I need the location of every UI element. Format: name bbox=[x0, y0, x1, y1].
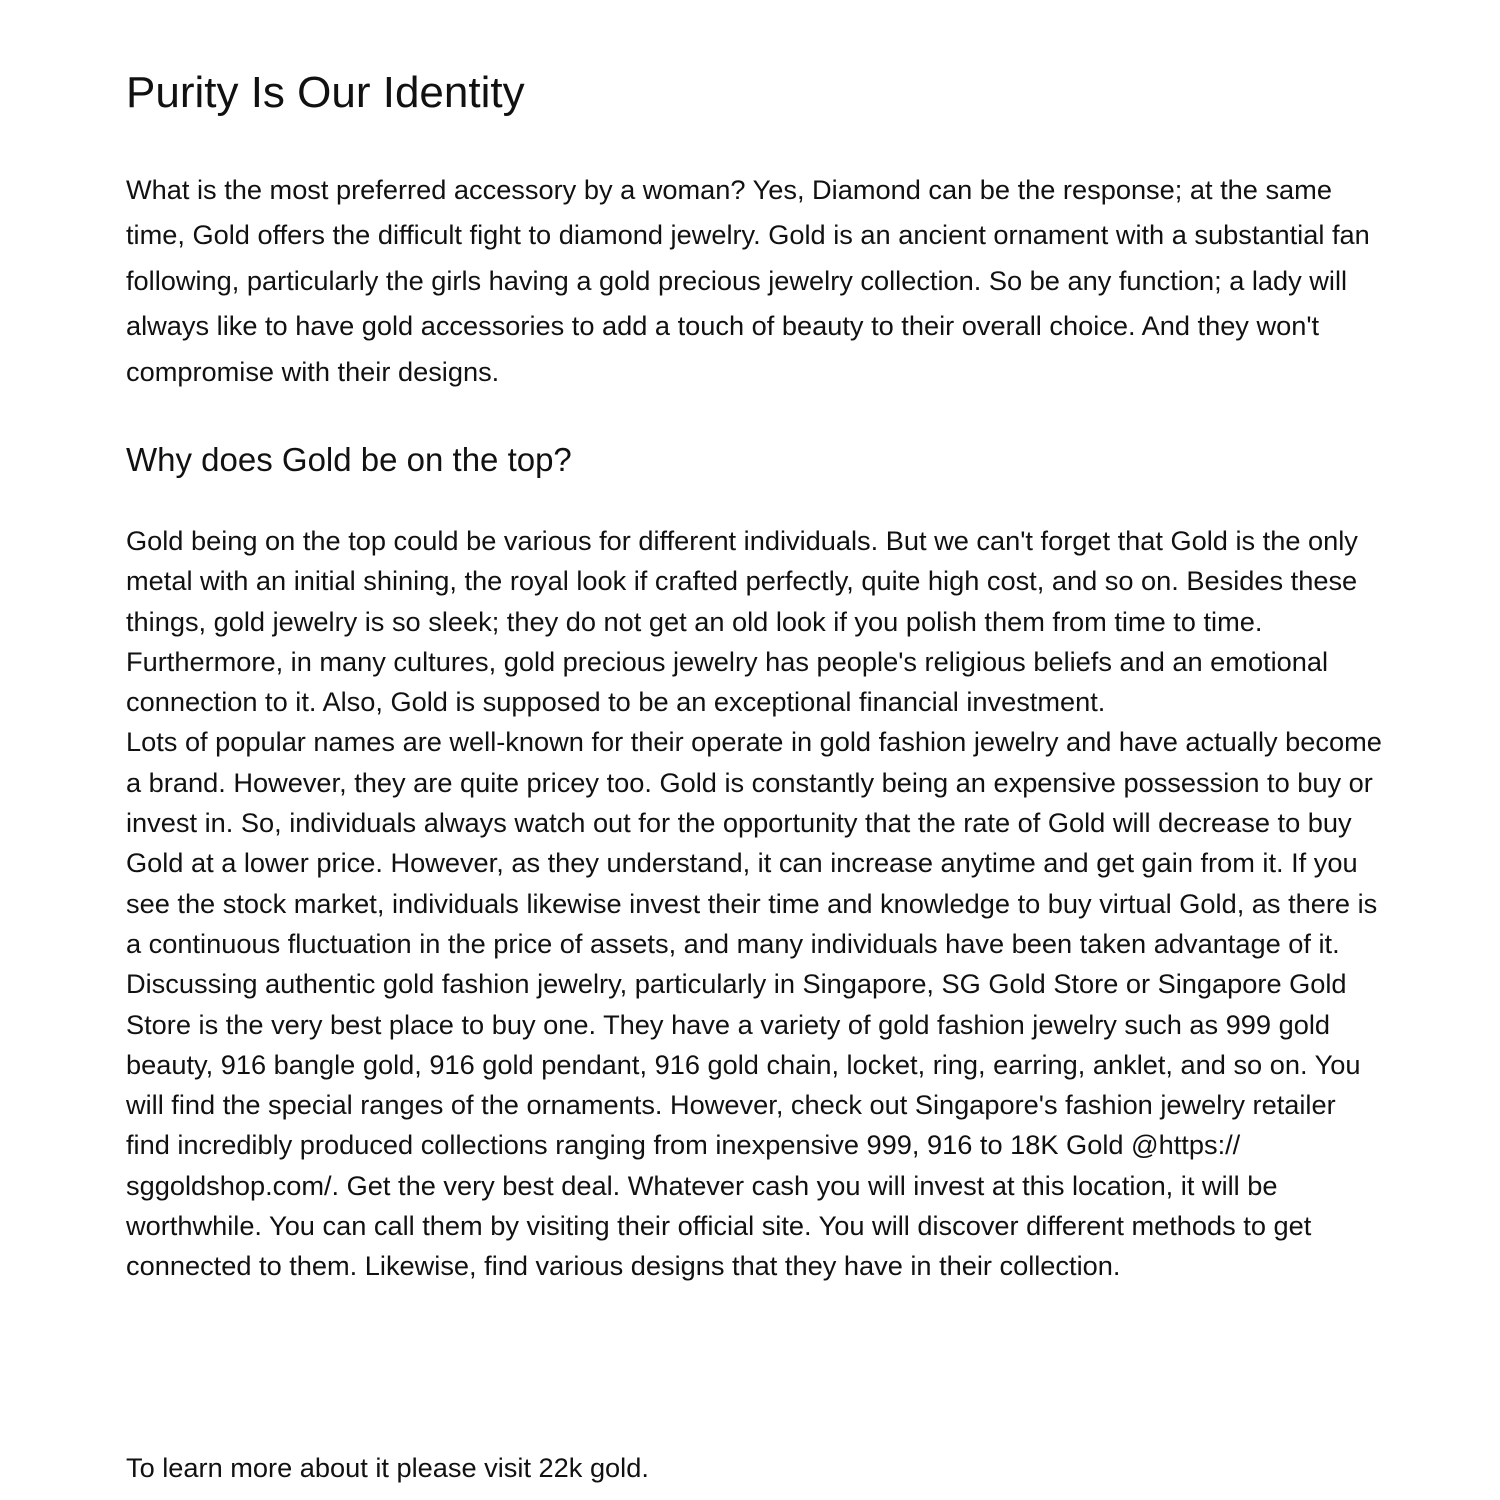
body-paragraph-3: Discussing authentic gold fashion jewelry, particularly in Singapore, SG Gold Store or Singapore Gold Store is the very best place to buy one. They have a variety of gold fashion jewelry such as 999 gold beauty, 916 bangle gold, 916 gold pendant, 916 gold chain, locket, ring, earring, anklet, and so on. You will find the special ranges of the ornaments. However, check out Singapore's fashion jewelry retailer find incredibly produced collections ranging from inexpensive 999, 916 to 18K Gold @https:// sggoldshop.com/. Get the very best deal. Whatever cash you will invest at this location, it will be worthwhile. You can call them by visiting their official site. You will discover different methods to get connected to them. Likewise, find various designs that they have in their collection. bbox=[126, 968, 1361, 1282]
footer-paragraph: To learn more about it please visit 22k gold. bbox=[126, 1452, 649, 1483]
section-heading: Why does Gold be on the top? bbox=[126, 441, 572, 478]
body-paragraph-2: Lots of popular names are well-known for their operate in gold fashion jewelry and have actually become a brand. However, they are quite pricey too. Gold is constantly being an expensive possession to buy or invest in. So, individuals always watch out for the opportunity that the rate of Gold will decrease to buy Gold at a lower price. However, as they understand, it can increase anytime and get gain from it. If you see the stock market, individuals likewise invest their time and knowledge to buy virtual Gold, as there is a continuous fluctuation in the price of assets, and many individuals have been taken advantage of it. bbox=[126, 726, 1382, 959]
body-paragraph-1: Gold being on the top could be various for different individuals. But we can't forget that Gold is the only metal with an initial shining, the royal look if crafted perfectly, quite high cost, and so on. Besides these things, gold jewelry is so sleek; they do not get an old look if you polish them from time to time. Furthermore, in many cultures, gold precious jewelry has people's religious beliefs and an emotional connection to it. Also, Gold is supposed to be an exceptional financial investment. bbox=[126, 525, 1358, 718]
intro-paragraph: What is the most preferred accessory by a woman? Yes, Diamond can be the response; at the same time, Gold offers the difficult fight to diamond jewelry. Gold is an ancient ornament with a substantial fan following, particularly the girls having a gold precious jewelry collection. So be any function; a lady will always like to have gold accessories to add a touch of beauty to their overall choice. And they won't compromise with their designs. bbox=[126, 174, 1370, 387]
section-body bbox=[126, 521, 1386, 1287]
page-title: Purity Is Our Identity bbox=[126, 68, 525, 117]
